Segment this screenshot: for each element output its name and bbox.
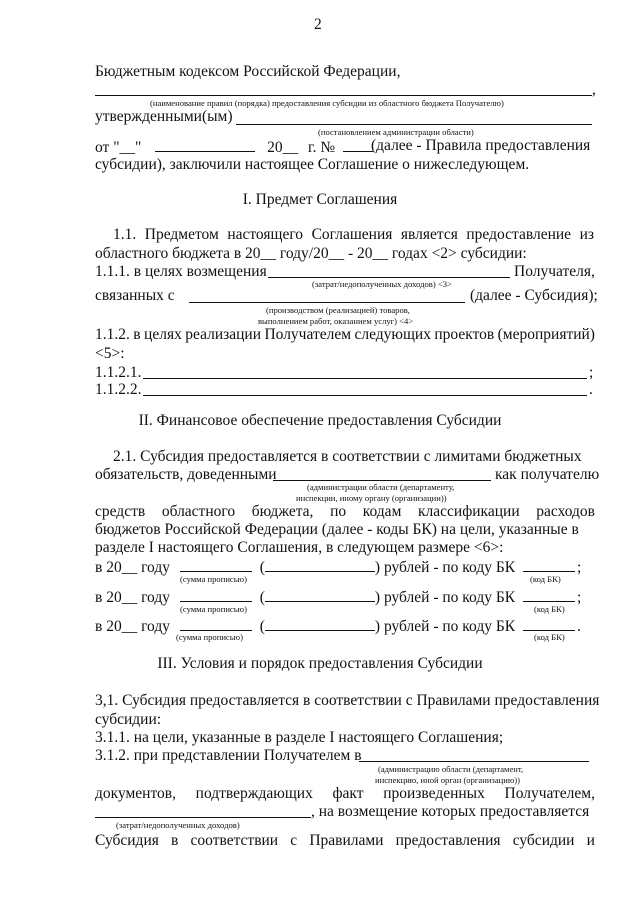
bk-code-blank xyxy=(523,587,575,602)
section-3-title: III. Условия и порядок предоставления Субсидии xyxy=(157,655,483,672)
s312-label: 3.1.2. при представлении Получателем в xyxy=(95,747,362,764)
caption-admin-2: инспекции, иному органу (организации)) xyxy=(296,493,447,503)
caption-production-1: (производством (реализацией) товаров, xyxy=(266,305,410,315)
caption-admin-3: (администрацию области (департамент, xyxy=(378,764,524,774)
s1111-blank xyxy=(268,277,510,278)
s31-line-1: 3,1. Субсидия предоставляется в соответствии с Правилами предоставления xyxy=(95,692,600,709)
related-label: связанных с xyxy=(95,287,175,304)
amount-words-blank xyxy=(180,616,252,631)
costs-blank xyxy=(95,817,311,818)
item-1122-label: 1.1.2.2. xyxy=(95,381,142,398)
caption-approved-by: (постановлением администрации области) xyxy=(318,127,474,137)
s312-admin-blank xyxy=(359,761,589,762)
s21-admin-blank xyxy=(273,480,491,481)
caption-bk-code: (код БК) xyxy=(530,574,561,584)
amount-year: в 20__ году xyxy=(95,589,170,606)
page-number: 2 xyxy=(314,16,322,33)
documents-line: документов, подтверждающих факт произведенных Получателем, xyxy=(95,785,595,802)
rules-tail-1: (далее - Правила предоставления xyxy=(371,137,591,154)
amount-figures-blank xyxy=(265,616,375,631)
amount-row-3: в 20__ году ( ) рублей - по коду БК . xyxy=(95,618,581,635)
item-1121-blank xyxy=(143,378,587,379)
s21-line-3: средств областного бюджета, по кодам классификации расходов xyxy=(95,503,595,520)
caption-sum-words: (сумма прописью) xyxy=(180,604,247,614)
caption-production-2: выполнением работ, оказанием услуг) <4> xyxy=(258,316,414,326)
s311-line: 3.1.1. на цели, указанные в разделе I настоящего Соглашения; xyxy=(95,729,504,746)
amount-figures-blank xyxy=(265,587,375,602)
caption-admin-1: (администрации области (департаменту, xyxy=(307,482,455,492)
s1112-ref: <5>: xyxy=(95,345,125,362)
rules-tail-2: субсидии), заключили настоящее Соглашение о нижеследующем. xyxy=(95,156,530,173)
s111-budget-line: областного бюджета в 20__ году/20__ - 20__ годах <2> субсидии: xyxy=(95,245,527,262)
item-1122-blank xyxy=(143,395,587,396)
bk-code-blank xyxy=(523,616,575,631)
amount-words-blank xyxy=(180,557,252,572)
date-line xyxy=(95,137,373,157)
s21-line-1: 2.1. Субсидия предоставляется в соответствии с лимитами бюджетных xyxy=(113,448,582,465)
s21-line-2a: обязательств, доведенными xyxy=(95,466,277,483)
bk-code-blank xyxy=(523,557,575,572)
documents-tail: , на возмещение которых предоставляется xyxy=(311,803,590,820)
approved-label: утвержденными(ым) xyxy=(95,108,233,125)
caption-admin-4: инспекцию, иной орган (организацию)) xyxy=(375,775,520,785)
section-1-title: I. Предмет Соглашения xyxy=(242,191,398,208)
approved-by-blank xyxy=(236,124,592,125)
related-tail: (далее - Субсидия); xyxy=(470,287,598,304)
year-label: 20__ xyxy=(267,139,299,156)
amount-row-2: в 20__ году ( ) рублей - по коду БК ; xyxy=(95,589,582,606)
date-blank xyxy=(155,137,255,152)
from-label: от "__" xyxy=(95,139,142,156)
section-2-title: II. Финансовое обеспечение предоставления Субсидии xyxy=(138,412,502,429)
s1111-label: 1.1.1. в целях возмещения xyxy=(95,263,267,280)
s21-line-5: разделе I настоящего Соглашения, в следующем размере <6>: xyxy=(95,539,504,556)
item-1121-end: ; xyxy=(589,364,594,381)
amount-year: в 20__ году xyxy=(95,559,170,576)
related-blank xyxy=(189,302,465,303)
amount-year: в 20__ году xyxy=(95,618,170,635)
item-1122-end: . xyxy=(589,381,593,398)
last-line: Субсидия в соответствии с Правилами предоставления субсидии и xyxy=(95,832,595,849)
caption-bk-code: (код БК) xyxy=(534,604,565,614)
number-blank xyxy=(343,137,373,152)
s111-intro-line: 1.1. Предметом настоящего Соглашения является предоставление из xyxy=(113,226,594,243)
caption-costs-2: (затрат/недополученных доходов) xyxy=(116,820,240,830)
amount-words-blank xyxy=(180,587,252,602)
caption-sum-words: (сумма прописью) xyxy=(176,632,243,642)
amount-figures-blank xyxy=(265,557,375,572)
opening-line: Бюджетным кодексом Российской Федерации, xyxy=(95,63,401,80)
caption-bk-code: (код БК) xyxy=(534,632,565,642)
caption-rules-name: (наименование правил (порядка) предоставления субсидии из областного бюджета Получателю) xyxy=(150,98,504,108)
s1111-tail: Получателя, xyxy=(514,263,595,280)
s21-line-4: бюджетов Российской Федерации (далее - коды БК) на цели, указанные в xyxy=(95,521,579,538)
caption-sum-words: (сумма прописью) xyxy=(180,574,247,584)
number-label: г. № xyxy=(307,139,336,156)
rules-name-blank xyxy=(95,95,592,96)
s1112-line: 1.1.2. в целях реализации Получателем следующих проектов (мероприятий) xyxy=(95,326,595,343)
s31-line-2: субсидии: xyxy=(95,711,162,728)
caption-costs: (затрат/недополученных доходов) <3> xyxy=(312,279,452,289)
opening-comma: , xyxy=(592,81,596,98)
item-1121-label: 1.1.2.1. xyxy=(95,364,142,381)
s21-line-2b: как получателю xyxy=(495,466,600,483)
amount-row-1: в 20__ году ( ) рублей - по коду БК ; xyxy=(95,559,582,576)
